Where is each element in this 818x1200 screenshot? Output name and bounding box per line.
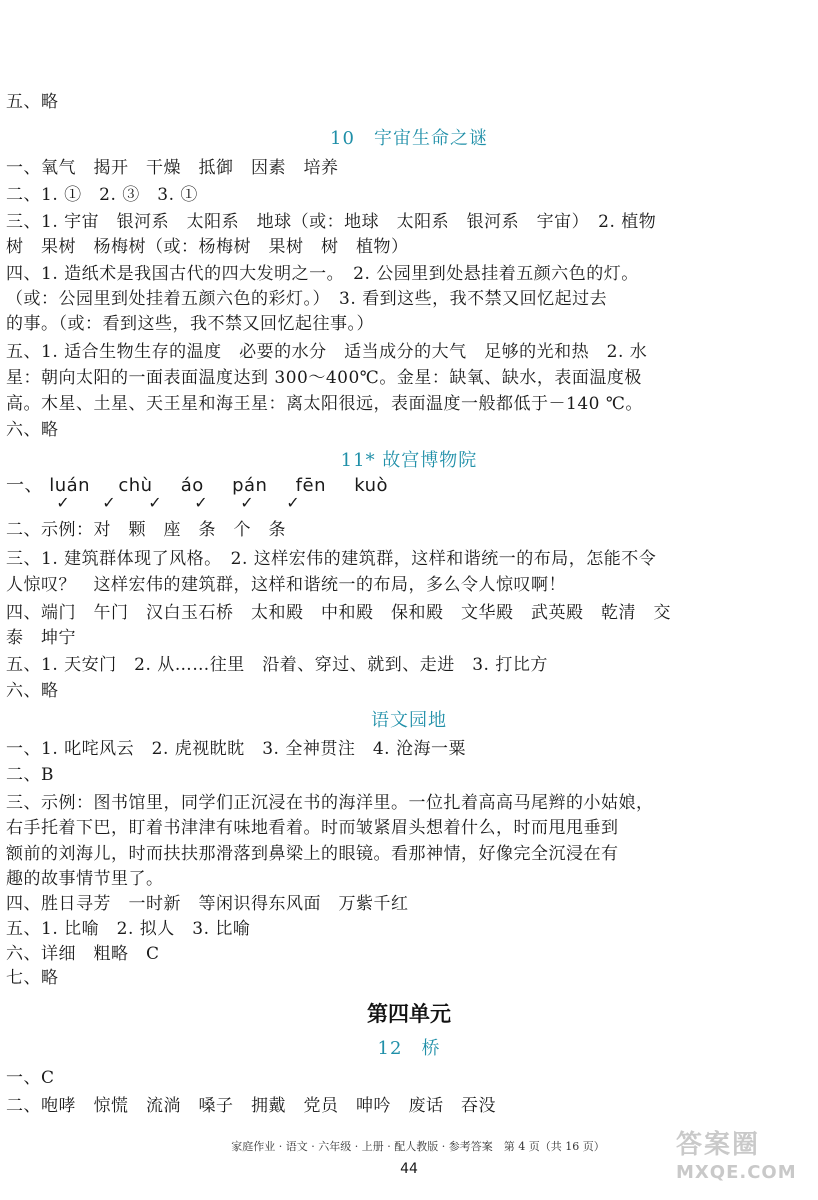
- check-icon: ✓: [148, 493, 162, 512]
- text-line: 三、1. 建筑群体现了风格。 2. 这样宏伟的建筑群，这样和谐统一的布局，怎能不令: [6, 549, 657, 569]
- pinyin-syllable: kuò: [354, 475, 389, 496]
- text-line: 六、略: [6, 681, 59, 701]
- check-icon: ✓: [194, 493, 208, 512]
- text-line: 四、1. 造纸术是我国古代的四大发明之一。 2. 公园里到处悬挂着五颜六色的灯。: [6, 264, 639, 284]
- text-line: 树 果树 杨梅树（或：杨梅树 果树 树 植物）: [6, 237, 409, 257]
- text-line: 一、1. 叱咤风云 2. 虎视眈眈 3. 全神贯注 4. 沧海一粟: [6, 739, 466, 759]
- text-line: 一、C: [6, 1068, 55, 1088]
- text-line: 四、端门 午门 汉白玉石桥 太和殿 中和殿 保和殿 文华殿 武英殿 乾清 交: [6, 603, 671, 623]
- check-icon: ✓: [56, 493, 70, 512]
- text-line: 一、氧气 揭开 干燥 抵御 因素 培养: [6, 158, 339, 178]
- text-line: 三、示例：图书馆里，同学们正沉浸在书的海洋里。一位扎着高高马尾辫的小姑娘，: [6, 793, 654, 813]
- watermark-domain: MXQE.COM: [676, 1162, 797, 1183]
- text-line: 额前的刘海儿，时而扶扶那滑落到鼻梁上的眼镜。看那神情，好像完全沉浸在有: [6, 844, 619, 864]
- unit-title: 第四单元: [367, 1002, 451, 1026]
- text-line: 右手托着下巴，盯着书津津有味地看着。时而皱紧眉头想着什么，时而甩甩垂到: [6, 818, 619, 838]
- check-icon: ✓: [286, 493, 300, 512]
- text-line: 星：朝向太阳的一面表面温度达到 300～400℃。金星：缺氧、缺水，表面温度极: [6, 368, 642, 388]
- text-line: 七、略: [6, 968, 59, 988]
- text-line: （或：公园里到处挂着五颜六色的彩灯。） 3. 看到这些，我不禁又回忆起过去: [6, 289, 608, 309]
- text-line: 二、1. ① 2. ③ 3. ①: [6, 185, 198, 205]
- text-line: 高。木星、土星、天王星和海王星：离太阳很远，表面温度一般都低于－140 ℃。: [6, 394, 643, 414]
- text-line: 五、1. 适合生物生存的温度 必要的水分 适当成分的大气 足够的光和热 2. 水: [6, 342, 648, 362]
- text-line: 五、略: [6, 92, 59, 112]
- section-title-garden: 语文园地: [371, 710, 447, 731]
- page-number: 44: [400, 1161, 418, 1177]
- lesson-title-11: 11* 故宫博物院: [340, 450, 478, 471]
- check-mark-row: [40, 494, 316, 512]
- page-footer: 家庭作业 · 语文 · 六年级 · 上册 · 配人教版 · 参考答案 第 4 页（共 16 页）: [231, 1140, 605, 1153]
- pinyin-syllable: áo: [180, 475, 204, 496]
- text-line: 三、1. 宇宙 银河系 太阳系 地球（或：地球 太阳系 银河系 宇宙） 2. 植物: [6, 212, 657, 232]
- pinyin-syllable: chù: [118, 475, 153, 496]
- watermark-logo: [676, 1128, 814, 1196]
- pinyin-syllable: fēn: [295, 475, 326, 496]
- text-line: 趣的故事情节里了。: [6, 869, 164, 889]
- lesson-title-12: 12 桥: [377, 1038, 441, 1059]
- check-icon: ✓: [102, 493, 116, 512]
- text-line: 二、示例：对 颗 座 条 个 条: [6, 520, 286, 540]
- pinyin-syllable: pán: [232, 475, 268, 496]
- text-line: 六、详细 粗略 C: [6, 944, 160, 964]
- text-line: 五、1. 天安门 2. 从……往里 沿着、穿过、就到、走进 3. 打比方: [6, 655, 548, 675]
- pinyin-syllable: luán: [49, 475, 91, 496]
- lesson-title-10: 10 宇宙生命之谜: [330, 128, 488, 149]
- text-line: 泰 坤宁: [6, 628, 76, 648]
- check-icon: ✓: [240, 493, 254, 512]
- text-line: 人惊叹？ 这样宏伟的建筑群，这样和谐统一的布局，多么令人惊叹啊！: [6, 575, 566, 595]
- text-line: 二、咆哮 惊慌 流淌 嗓子 拥戴 党员 呻吟 废话 吞没: [6, 1096, 496, 1116]
- text-line: 五、1. 比喻 2. 拟人 3. 比喻: [6, 919, 251, 939]
- text-line: 的事。（或：看到这些，我不禁又回忆起往事。）: [6, 314, 374, 334]
- text-line: 六、略: [6, 420, 59, 440]
- watermark-text: 答案圈: [676, 1130, 761, 1160]
- question-number: 一、: [6, 475, 43, 496]
- text-line: 二、B: [6, 765, 54, 785]
- text-line: 四、胜日寻芳 一时新 等闲识得东风面 万紫千红: [6, 894, 409, 914]
